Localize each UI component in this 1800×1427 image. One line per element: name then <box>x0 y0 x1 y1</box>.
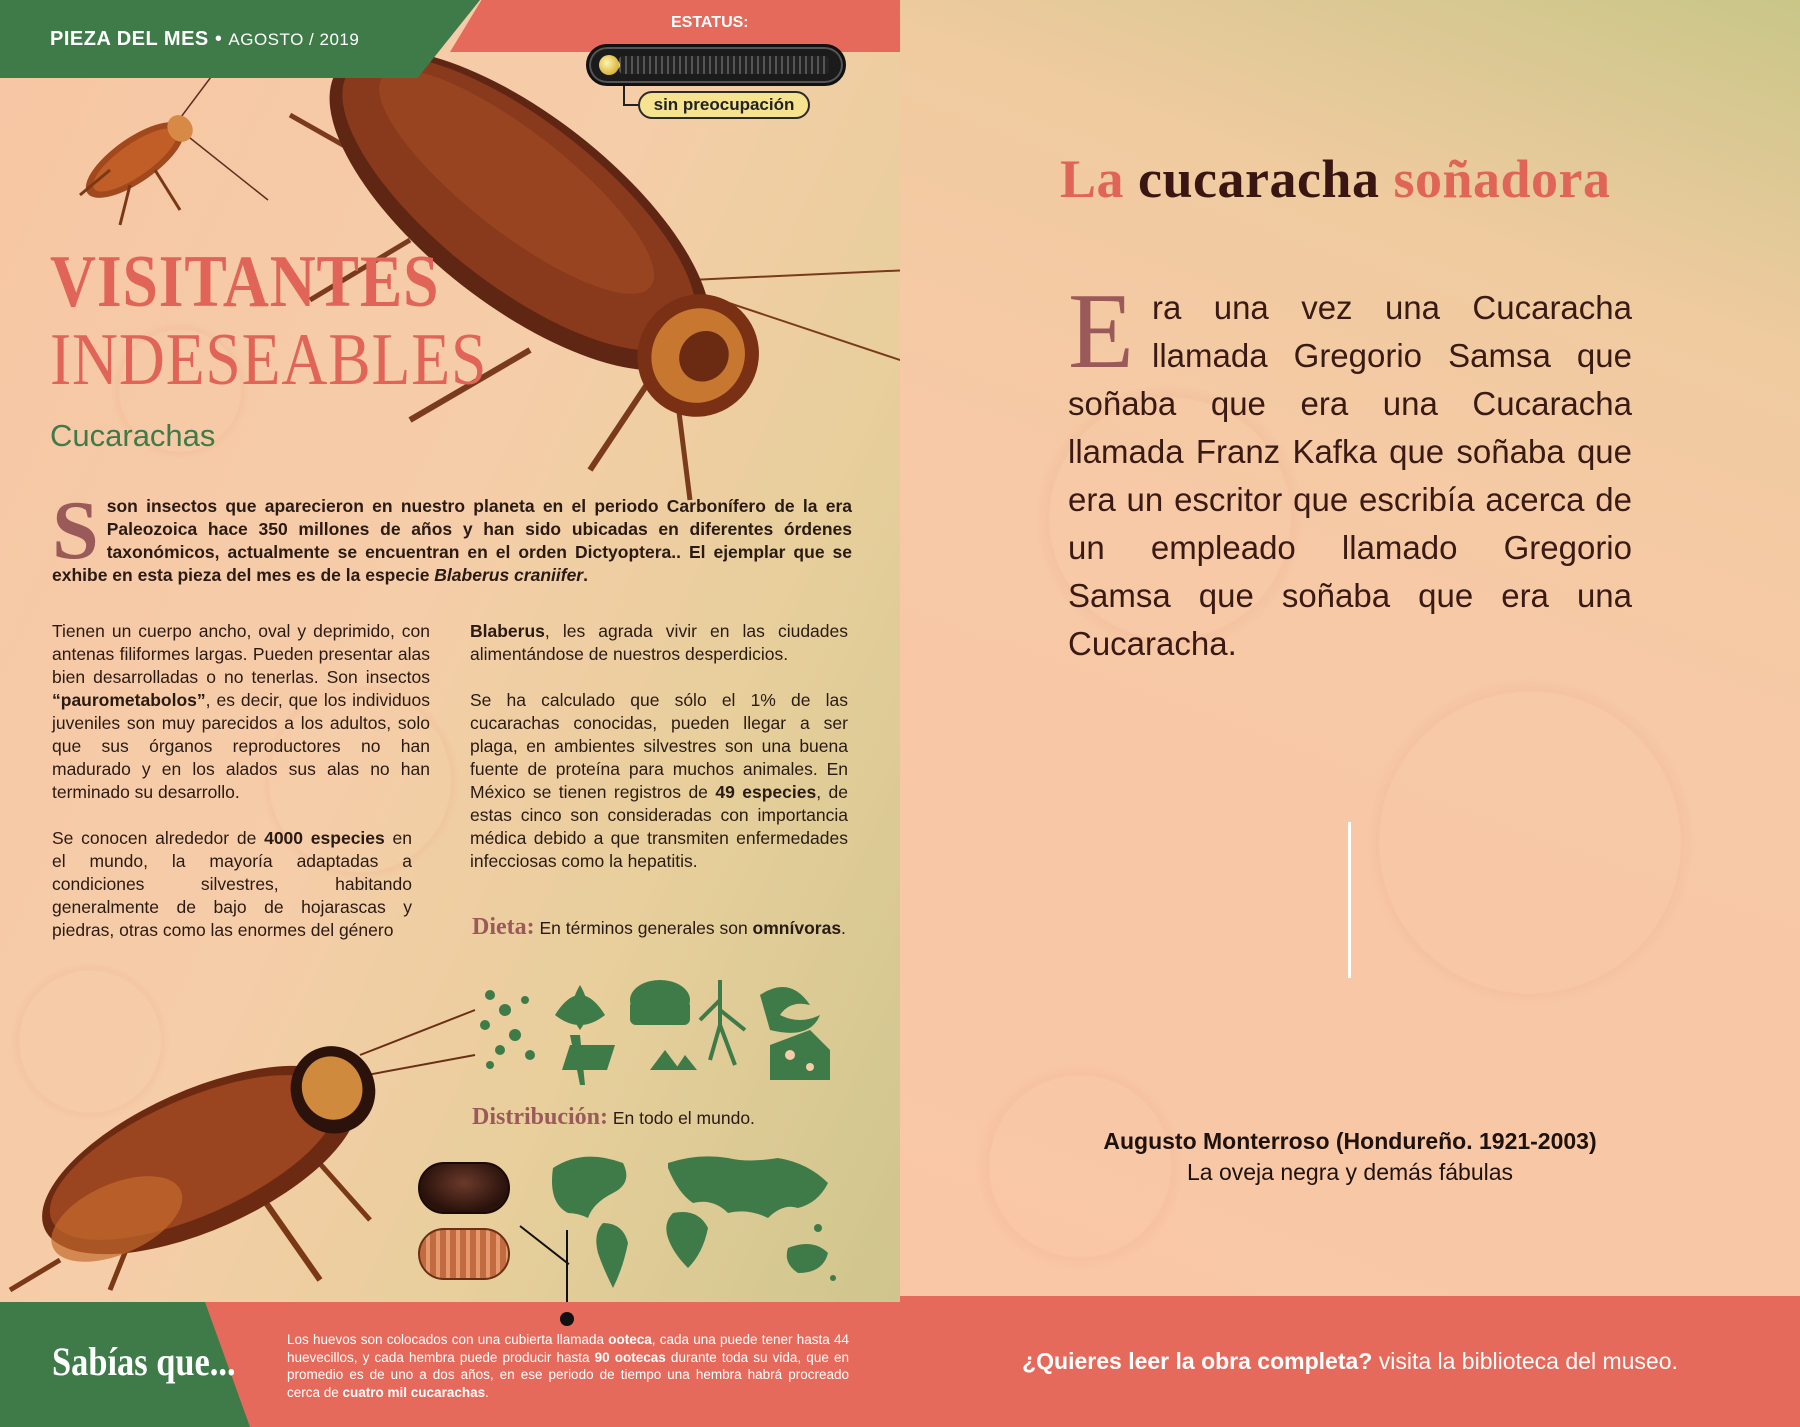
diet-type: omnívoras <box>752 918 842 938</box>
title-line-1: VISITANTES <box>50 241 440 323</box>
divider-line <box>1348 822 1351 978</box>
species-count: 4000 especies <box>264 828 385 848</box>
title-word-la: La <box>1060 149 1139 209</box>
text: durante toda su vida, que en promedio es de uno a dos años, en ese periodo de tiempo una hembra habrá procreado cerca de <box>287 1349 849 1400</box>
paragraph-species-count <box>52 827 412 942</box>
intro-end: . <box>583 565 588 585</box>
ootheca-open-icon <box>418 1228 510 1280</box>
text: , cada una puede tener hasta 44 huevecillos, y cada hembra puede producir hasta <box>287 1332 849 1365</box>
cockroach-small-icon <box>40 60 270 240</box>
cta-text: visita la biblioteca del museo. <box>1372 1348 1678 1374</box>
cta-question: ¿Quieres leer la obra completa? <box>1022 1348 1373 1374</box>
paragraph-pest <box>470 689 848 873</box>
term-paurometabolos: “paurometabolos” <box>52 690 206 710</box>
sabias-title: Sabías que... <box>52 1339 236 1384</box>
status-meter-knob <box>599 55 619 75</box>
status-value: sin preocupación <box>638 91 810 119</box>
food-icons <box>470 975 850 1085</box>
text: . <box>485 1384 489 1400</box>
diet-text: En términos generales son <box>534 918 753 938</box>
ootheca-icon <box>418 1162 510 1214</box>
section-title: PIEZA DEL MES <box>50 28 209 50</box>
header-bullet: • <box>214 28 223 50</box>
library-cta <box>900 1348 1800 1375</box>
column-right <box>470 620 848 896</box>
status-meter <box>586 44 846 86</box>
offspring-count: cuatro mil cucarachas <box>342 1384 486 1400</box>
story-text <box>1068 272 1632 668</box>
distribution-text: En todo el mundo. <box>608 1108 755 1128</box>
header <box>50 28 359 51</box>
intro-dropcap: S <box>52 484 99 577</box>
header-date: AGOSTO / 2019 <box>228 30 360 49</box>
arrow-line <box>566 1230 568 1302</box>
author: Augusto Monterroso (Hondureño. 1921-2003) <box>1103 1128 1597 1154</box>
status-label: ESTATUS: <box>671 14 749 31</box>
cockroach-bottom-icon <box>0 960 480 1300</box>
column-left <box>52 620 430 965</box>
title-word-cucaracha: cucaracha <box>1138 149 1380 209</box>
genus-name: Blaberus <box>470 621 545 641</box>
intro-paragraph <box>52 484 852 587</box>
story-dropcap: E <box>1068 272 1134 391</box>
paragraph-body-shape <box>52 620 430 804</box>
diet-heading: Dieta: <box>472 914 535 940</box>
status-meter-scale <box>619 56 829 74</box>
distribution-heading: Distribución: <box>472 1104 609 1130</box>
mexico-species-count: 49 especies <box>715 782 817 802</box>
text: , les agrada vivir en las ciudades alimentándose de nuestros desperdicios. <box>470 621 848 664</box>
text: Tienen un cuerpo ancho, oval y deprimido, con antenas filiformes largas. Pueden presentar alas bien desarrolladas o no tenerlas. Son insectos <box>52 621 430 687</box>
term-ooteca: ooteca <box>608 1332 652 1347</box>
book-title: La oveja negra y demás fábulas <box>1186 1159 1514 1185</box>
species-name: Blaberus craniifer <box>434 565 584 585</box>
text: Se ha calculado que sólo el 1% de las cucarachas conocidas, pueden llegar a ser plaga, en ambientes silvestres son una buena fuente de proteína para muchos animales. En México se tienen registros de <box>470 690 848 802</box>
title-line-2: INDESEABLES <box>50 319 488 401</box>
text: , de estas cinco son consideradas con importancia médica debido a que transmiten enfermedades infecciosas como la hepatitis. <box>470 782 848 871</box>
arrow-dot <box>560 1312 574 1326</box>
status-connector <box>623 86 639 106</box>
title-word-sonadora: soñadora <box>1379 149 1611 209</box>
subtitle: Cucarachas <box>50 418 216 453</box>
ootheca-count: 90 ootecas <box>594 1349 666 1365</box>
diet-end: . <box>841 918 846 938</box>
story-body: ra una vez una Cucaracha llamada Gregorio Samsa que soñaba que era una Cucaracha llamada Franz Kafka que soñaba que era un escritor que escribía acerca de un empleado llamado Gregorio Samsa que soñaba que era una Cucaracha. <box>1068 289 1632 662</box>
world-map-icon <box>548 1148 848 1298</box>
paragraph-blaberus <box>470 620 848 666</box>
distribution-section <box>472 1104 755 1131</box>
text: Se conocen alrededor de <box>52 828 265 848</box>
intro-text: son insectos que aparecieron en nuestro planeta en el periodo Carbonífero de la era Paleozoica hace 350 millones de años y han sido ubicadas en diferentes órdenes taxonómicos, actualmente se encuentran en el orden Dictyoptera.. El ejemplar que se exhibe en esta pieza del mes es de la especie <box>52 496 852 585</box>
text: Los huevos son colocados con una cubierta llamada <box>287 1332 609 1347</box>
text: , es decir, que los individuos juveniles son muy parecidos a los adultos, solo que sus órganos reproductores no han madurado y en los alados sus alas no han terminado su desarrollo. <box>52 690 430 802</box>
text: en el mundo, la mayoría adaptadas a condiciones silvestres, habitando generalmente de bajo de hojarascas y piedras, otras como las enormes del género <box>52 828 413 940</box>
fact-text <box>287 1331 849 1401</box>
story-title <box>1060 148 1611 210</box>
left-page <box>0 0 900 1302</box>
diet-section <box>472 916 850 940</box>
